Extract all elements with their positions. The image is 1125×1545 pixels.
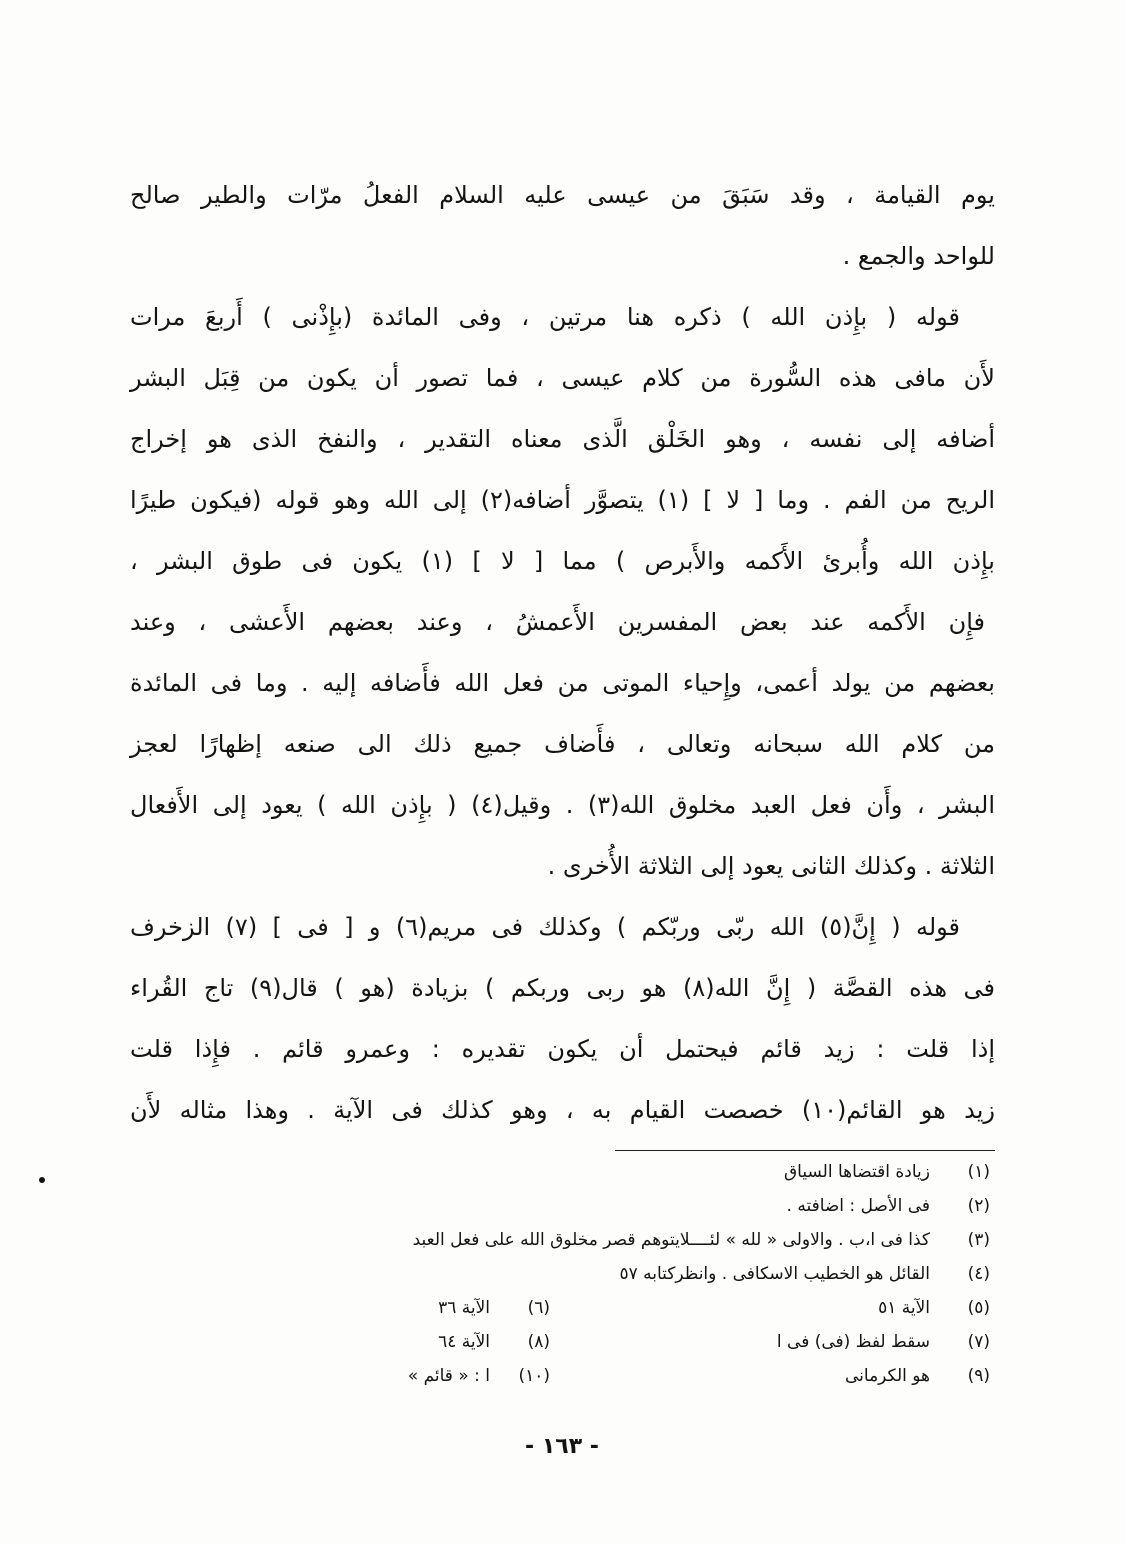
footnote-text: القائل هو الخطيب الاسكافى . وانظركتابه ٥٧ — [619, 1264, 930, 1284]
footnote-6 — [438, 1291, 550, 1325]
footnote-10 — [408, 1359, 550, 1393]
footnote-number: (٦) — [527, 1298, 550, 1318]
text-line: يوم القيامة ، وقد سَبَقَ من عيسى عليه السلام الفعلُ مرّات والطير صالح — [130, 181, 995, 209]
footnote-row — [130, 1325, 990, 1359]
text-line: بإِذن الله وأُبرئ الأَكمه والأَبرص ) مما [ لا ] (١) يكون فى طوق البشر ، — [130, 547, 995, 575]
paragraph-start-line: قوله ( إِنَّ(٥) الله ربّى وربّكم ) وكذلك فى مريم(٦) و [ فى ] (٧) الزخرف — [130, 913, 960, 941]
footnote-number: (٩) — [967, 1366, 990, 1386]
footnote-9 — [550, 1359, 990, 1393]
page-number: - ١٦٣ - — [525, 1434, 599, 1459]
footnote-row — [130, 1291, 990, 1325]
footnote-row — [130, 1257, 990, 1291]
text-line: أضافه إلى نفسه ، وهو الخَلْق الَّذى معناه التقدير ، والنفخ الذى هو إخراج — [130, 425, 995, 453]
footnote-text: الآية ٣٦ — [438, 1298, 490, 1318]
text-line: زيد هو القائم(١٠) خصصت القيام به ، وهو كذلك فى الآية . وهذا مثاله لأَن — [130, 1096, 995, 1124]
text-line: فى هذه القصَّة ( إِنَّ الله(٨) هو ربى وربكم ) بزيادة (هو ) قال(٩) تاج القُراء — [130, 974, 996, 1002]
text-line: من كلام الله سبحانه وتعالى ، فأَضاف جميع ذلك الى صنعه إظهارًا لعجز — [130, 730, 995, 758]
footnotes — [130, 1155, 990, 1393]
text-line: البشر ، وأَن فعل العبد مخلوق الله(٣) . وقيل(٤) ( بإِذن الله ) يعود إلى الأَفعال — [130, 791, 996, 819]
footnote-number: (٨) — [527, 1332, 550, 1352]
footnote-number: (٣) — [967, 1230, 990, 1250]
footnote-number: (٧) — [967, 1332, 990, 1352]
footnote-number: (٤) — [967, 1264, 990, 1284]
footnote-text: ا : « قائم » — [407, 1366, 490, 1386]
footnote-4 — [619, 1257, 990, 1291]
footnote-text: الآية ٥١ — [878, 1298, 930, 1318]
text-line: لأَن مافى هذه السُّورة من كلام عيسى ، فما تصور أن يكون من قِبَل البشر — [130, 364, 995, 392]
footnote-text: الآية ٦٤ — [438, 1332, 490, 1352]
footnote-separator — [615, 1150, 995, 1151]
text-line: فإِن الأَكمه عند بعض المفسرين الأَعمشُ ، وعند بعضهم الأَعشى ، وعند — [130, 608, 985, 636]
footnote-row — [130, 1359, 990, 1393]
footnote-row — [130, 1189, 990, 1223]
footnote-text: كذا فى ا،ب . والاولى « لله » لئــــلايتوهم قصر مخلوق الله على فعل العبد — [412, 1230, 930, 1250]
footnote-number: (٢) — [967, 1196, 990, 1216]
footnote-number: (١٠) — [518, 1366, 550, 1386]
scan-dot — [39, 1177, 45, 1183]
main-text — [130, 165, 995, 1141]
footnote-row — [130, 1155, 990, 1189]
footnote-text: فى الأصل : اضافته . — [786, 1196, 930, 1216]
footnote-number: (٥) — [967, 1298, 990, 1318]
footnote-5 — [550, 1291, 990, 1325]
text-line: بعضهم من يولد أعمى، وإِحياء الموتى من فعل الله فأَضافه إليه . وما فى المائدة — [130, 669, 995, 697]
text-line: الريح من الفم . وما [ لا ] (١) يتصوَّر أضافه(٢) إلى الله وهو قوله (فيكون طيرًا — [130, 486, 996, 514]
text-line: الثلاثة . وكذلك الثانى يعود إلى الثلاثة الأُخرى . — [547, 852, 995, 880]
footnote-row — [130, 1223, 990, 1257]
text-line: للواحد والجمع . — [842, 242, 995, 270]
paragraph-start-line: قوله ( بإِذن الله ) ذكره هنا مرتين ، وفى المائدة (بإِذْنى ) أَربعَ مرات — [130, 303, 960, 331]
footnote-7 — [550, 1325, 990, 1359]
footnote-2 — [787, 1189, 990, 1223]
footnote-3 — [413, 1223, 990, 1257]
text-line: إذا قلت : زيد قائم فيحتمل أن يكون تقديره : وعمرو قائم . فإِذا قلت — [130, 1035, 995, 1063]
footnote-text: زيادة اقتضاها السياق — [783, 1162, 930, 1182]
footnote-8 — [438, 1325, 550, 1359]
footnote-text: هو الكرمانى — [844, 1366, 930, 1386]
footnote-1 — [784, 1155, 990, 1189]
footnote-number: (١) — [967, 1162, 990, 1182]
footnote-text: سقط لفظ (فى) فى ا — [776, 1332, 930, 1352]
